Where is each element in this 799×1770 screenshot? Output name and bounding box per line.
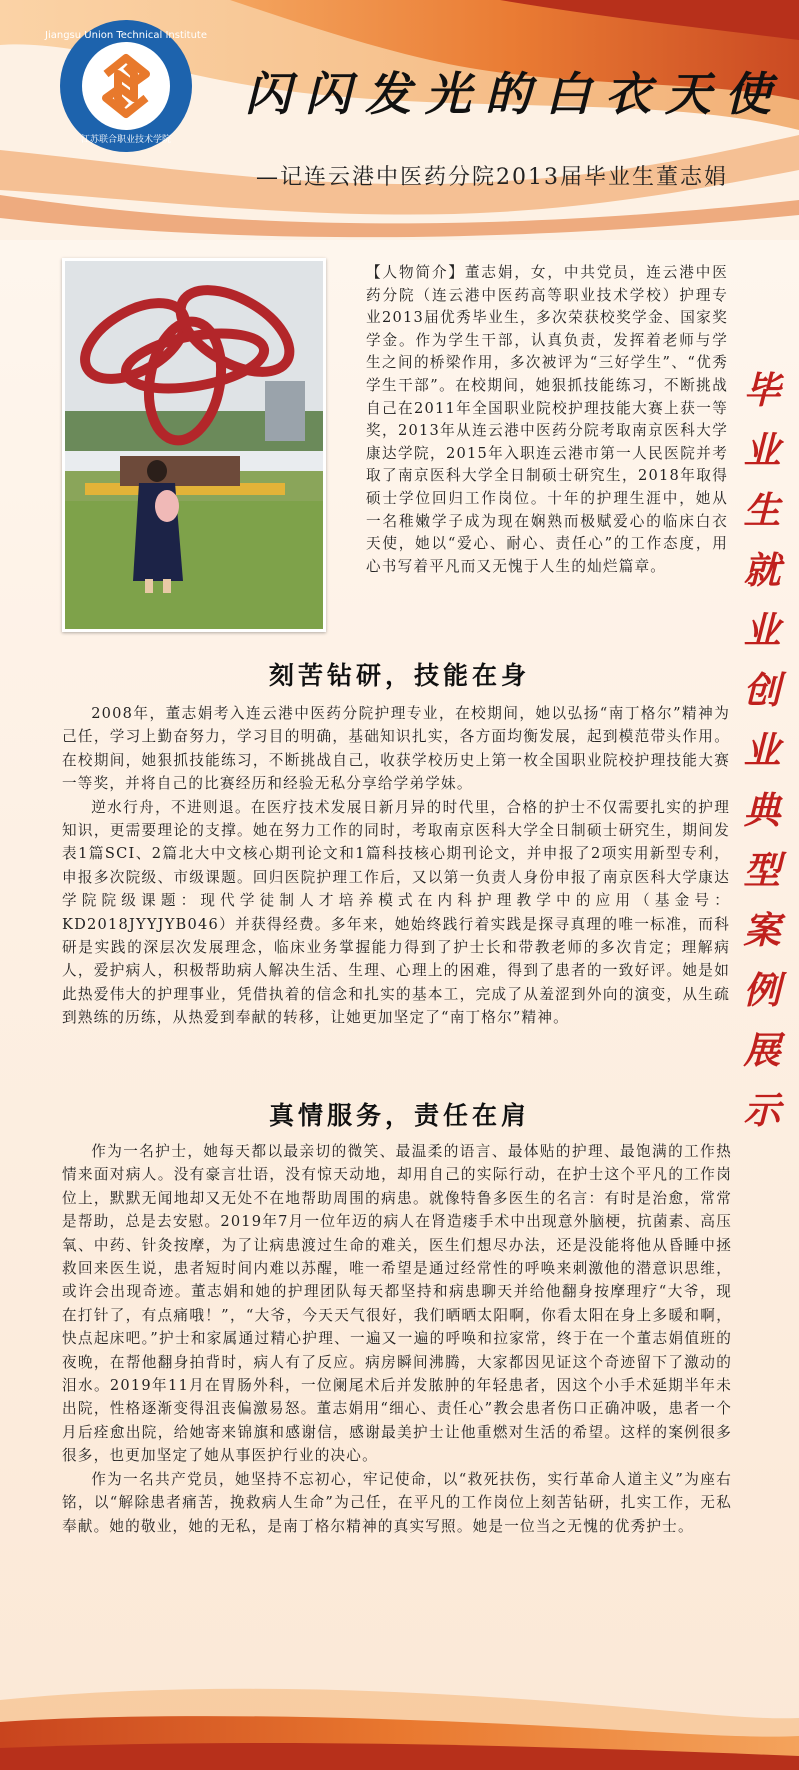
vertical-banner xyxy=(732,360,792,1140)
page-subtitle: —记连云港中医药分院2013届毕业生董志娟 xyxy=(256,165,728,190)
footer-banner xyxy=(0,1660,799,1770)
vertical-char: 案 xyxy=(743,908,781,952)
section-heading: 真情服务，责任在肩 xyxy=(268,1101,530,1130)
paragraph: 逆水行舟，不进则退。在医疗技术发展日新月异的时代里，合格的护士不仅需要扎实的护理知识，更需要理论的支撑。她在努力工作的同时，考取南京医科大学全日制硕士研究生，期间发表1篇SCI、2篇北大中文核心期刊论文和1篇科技核心期刊论文，并申报了2项实用新型专利，申报多次院级、市级课题。回归医院护理工作后，又以第一负责人身份申报了南京医科大学康达学院院级课题：现代学徒制人才培养模式在内科护理教学中的应用（基金号：KD2018JYYJYB046）并获得经费。多年来，她始终践行着实践是探寻真理的唯一标准，而科研是实践的深层次发展理念，临床业务掌握能力得到了护士长和带教老师的多次肯定；理解病人，爱护病人，积极帮助病人解决生活、生理、心理上的困难，得到了患者的一致好评。她是如此热爱伟大的护理事业，凭借执着的信念和扎实的基本工，完成了从羞涩到外向的演变，从生疏到熟练的历练，从热爱到奉献的转移，让她更加坚定了“南丁格尔”精神。 xyxy=(62,798,730,1027)
vertical-char: 创 xyxy=(743,668,781,712)
vertical-char: 示 xyxy=(743,1088,781,1132)
logo-text-bottom: 江苏联合职业技术学院 xyxy=(80,135,172,145)
section-heading: 刻苦钻研，技能在身 xyxy=(268,661,530,690)
page-title: 闪闪发光的白衣天使 xyxy=(245,67,785,121)
vertical-char: 型 xyxy=(743,848,781,892)
section-body xyxy=(62,702,730,1030)
vertical-char: 业 xyxy=(743,728,781,772)
school-emblem-icon xyxy=(45,18,207,154)
vertical-char: 展 xyxy=(743,1028,781,1072)
vertical-char: 典 xyxy=(743,788,781,832)
intro-text: 【人物简介】董志娟，女，中共党员，连云港中医药分院（连云港中医药高等职业技术学校）护理专业2013届优秀毕业生，多次荣获校奖学金、国家奖学金。作为学生干部，认真负责，发挥着老师与学生之间的桥梁作用，多次被评为“三好学生”、“优秀学生干部”。在校期间，她狠抓技能练习，不断挑战自己在2011年全国职业院校护理技能大赛上获一等奖，2013年从连云港中医药分院考取南京医科大学康达学院，2015年入职连云港市第一人民医院并考取了南京医科大学全日制硕士研究生，2018年取得硕士学位回归工作岗位。十年的护理生涯中，她从一名稚嫩学子成为现在娴熟而极赋爱心的临床白衣天使，她以“爱心、耐心、责任心”的工作态度，用心书写着平凡而又无愧于人生的灿烂篇章。 xyxy=(366,264,728,575)
paragraph: 2008年，董志娟考入连云港中医药分院护理专业，在校期间，她以弘扬“南丁格尔”精神为己任，学习上勤奋努力，学习目的明确，基础知识扎实，各方面均衡发展，起到模范带头作用。在校期间，她狠抓技能练习，不断挑战自己，收获学校历史上第一枚全国职业院校护理技能大赛一等奖，并将自己的比赛经历和经验无私分享给学弟学妹。 xyxy=(62,705,730,793)
vertical-char: 例 xyxy=(743,968,781,1012)
vertical-char: 生 xyxy=(743,488,781,532)
paragraph: 作为一名共产党员，她坚持不忘初心，牢记使命，以“救死扶伤，实行革命人道主义”为座右铭，以“解除患者痛苦，挽救病人生命”为己任，在平凡的工作岗位上刻苦钻研，扎实工作，无私奉献。她的敬业，她的无私，是南丁格尔精神的真实写照。她是一位当之无愧的优秀护士。 xyxy=(62,1470,732,1535)
vertical-char: 毕 xyxy=(743,368,781,412)
paragraph: 作为一名护士，她每天都以最亲切的微笑、最温柔的语言、最体贴的护理、最饱满的工作热情来面对病人。没有豪言壮语，没有惊天动地，却用自己的实际行动，在护士这个平凡的工作岗位上，默默无闻地却又无处不在地帮助周围的病患。就像特鲁多医生的名言：有时是治愈，常常是帮助，总是去安慰。2019年7月一位年迈的病人在肾造瘘手术中出现意外脑梗，抗菌素、高压氧、中药、针灸按摩，为了让病患渡过生命的难关，医生们想尽办法，还是没能将他从昏睡中拯救回来医生说，患者短时间内难以苏醒，唯一希望是通过经常性的呼唤来刺激他的潜意识思维，或许会出现奇迹。董志娟和她的护理团队每天都坚持和病患聊天并给他翻身按摩理疗“大爷，现在打针了，有点痛哦！”，“大爷，今天天气很好，我们晒晒太阳啊，你看太阳在身上多暖和啊，快点起床吧。”护士和家属通过精心护理、一遍又一遍的呼唤和拉家常，终于在一个董志娟值班的夜晚，在帮他翻身拍背时，病人有了反应。病房瞬间沸腾，大家都因见证这个奇迹留下了激动的泪水。2019年11月在胃肠外科，一位阑尾术后并发脓肿的年轻患者，因这个小手术延期半年未出院，性格逐渐变得沮丧偏激易怒。董志娟用“细心、责任心”教会患者伤口正确冲吸，患者一个月后痊愈出院，给她寄来锦旗和感谢信，感谢最美护士让他重燃对生活的希望。这样的案例很多很多，也更加坚定了她从事医护行业的决心。 xyxy=(62,1143,732,1465)
vertical-char: 业 xyxy=(743,428,781,472)
section-body xyxy=(62,1140,732,1538)
vertical-char: 业 xyxy=(743,608,781,652)
vertical-char: 就 xyxy=(743,548,781,592)
logo-text-top: Jiangsu Union Technical Institute xyxy=(45,30,207,41)
graduate-photo xyxy=(62,258,326,632)
